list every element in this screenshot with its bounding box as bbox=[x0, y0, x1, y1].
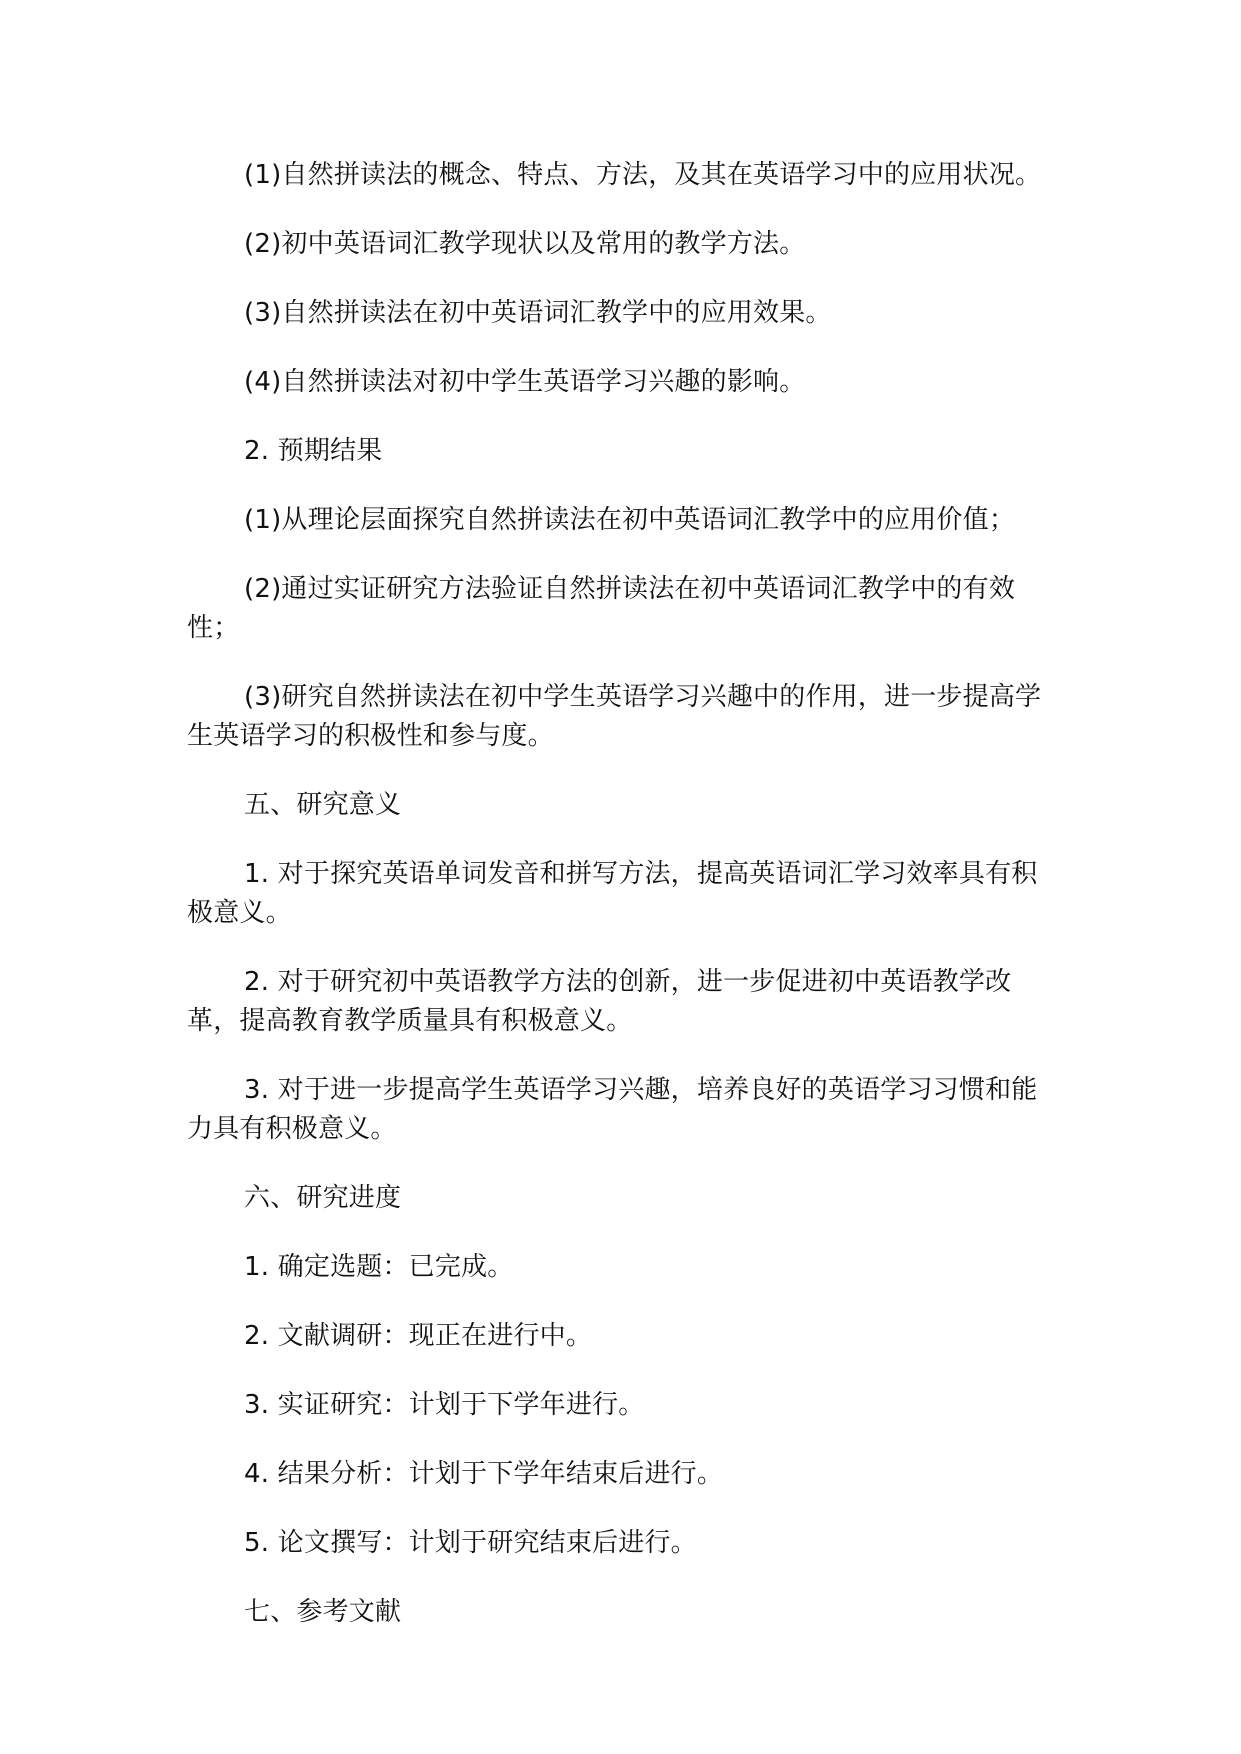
expected-result-1: (1)从理论层面探究自然拼读法在初中英语词汇教学中的应用价值； bbox=[244, 505, 1016, 535]
significance-item-1: 1. 对于探究英语单词发音和拼写方法，提高英语词汇学习效率具有积极意义。 bbox=[187, 859, 1038, 928]
progress-item-2: 2. 文献调研：现正在进行中。 bbox=[244, 1321, 593, 1351]
progress-item-1: 1. 确定选题：已完成。 bbox=[244, 1252, 514, 1282]
subheading-expected-results: 2. 预期结果 bbox=[244, 436, 383, 466]
significance-item-3: 3. 对于进一步提高学生英语学习兴趣，培养良好的英语学习习惯和能力具有积极意义。 bbox=[187, 1075, 1038, 1144]
content-item-1-3: (3)自然拼读法在初中英语词汇教学中的应用效果。 bbox=[244, 298, 832, 328]
significance-item-2: 2. 对于研究初中英语教学方法的创新，进一步促进初中英语教学改革，提高教育教学质量具有积极意义。 bbox=[187, 967, 1012, 1036]
progress-item-4: 4. 结果分析：计划于下学年结束后进行。 bbox=[244, 1459, 724, 1489]
expected-result-3: (3)研究自然拼读法在初中学生英语学习兴趣中的作用，进一步提高学生英语学习的积极性和参与度。 bbox=[187, 682, 1042, 751]
document-body bbox=[187, 156, 1057, 1662]
content-item-1-1: (1)自然拼读法的概念、特点、方法，及其在英语学习中的应用状况。 bbox=[244, 160, 1042, 190]
progress-item-5: 5. 论文撰写：计划于研究结束后进行。 bbox=[244, 1528, 697, 1558]
expected-result-2: (2)通过实证研究方法验证自然拼读法在初中英语词汇教学中的有效性； bbox=[187, 574, 1016, 643]
progress-item-3: 3. 实证研究：计划于下学年进行。 bbox=[244, 1390, 645, 1420]
section-heading-progress: 六、研究进度 bbox=[244, 1183, 402, 1213]
content-item-1-4: (4)自然拼读法对初中学生英语学习兴趣的影响。 bbox=[244, 367, 806, 397]
content-item-1-2: (2)初中英语词汇教学现状以及常用的教学方法。 bbox=[244, 229, 806, 259]
section-heading-significance: 五、研究意义 bbox=[244, 790, 402, 820]
section-heading-references: 七、参考文献 bbox=[244, 1597, 402, 1627]
